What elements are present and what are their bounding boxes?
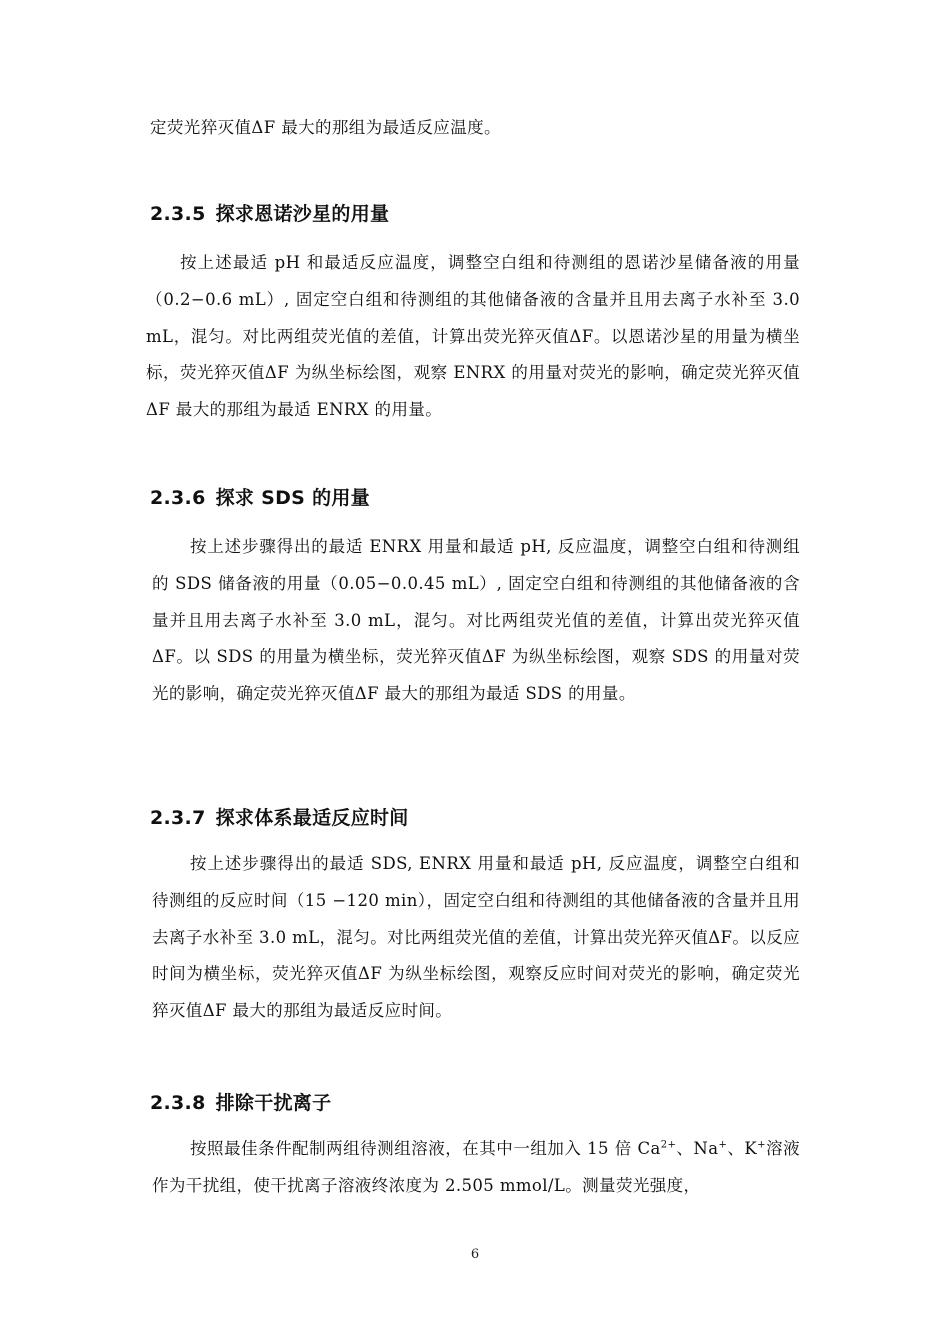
ion-charge: +	[757, 1139, 766, 1151]
section-number: 2.3.8	[150, 1092, 206, 1114]
page-number: 6	[470, 1247, 480, 1262]
body-text: 溶液作为干扰组，使干扰离子溶液终浓度为 2.505 mmol/L。测量荧光强度，	[152, 1139, 800, 1195]
intro-paragraph: 定荧光猝灭值ΔF 最大的那组为最适反应温度。	[150, 118, 501, 137]
body-text: 按照最佳条件配制两组待测组溶液，在其中一组加入 15 倍 Ca	[190, 1139, 661, 1158]
section-heading-2-3-8	[150, 1089, 331, 1117]
section-title: 探求体系最适反应时间	[215, 807, 409, 829]
section-number: 2.3.7	[150, 807, 206, 829]
section-number: 2.3.5	[150, 203, 206, 225]
body-text: 、K	[727, 1139, 758, 1158]
section-body-2-3-8	[152, 1131, 800, 1205]
section-heading-2-3-6	[150, 484, 370, 512]
section-heading-2-3-7	[150, 804, 409, 832]
section-heading-2-3-5	[150, 200, 389, 228]
section-body-2-3-5: 按上述最适 pH 和最适反应温度，调整空白组和待测组的恩诺沙星储备液的用量（0.2−0.6 mL）, 固定空白组和待测组的其他储备液的含量并且用去离子水补至 3.0 mL，混匀。对比两组荧光值的差值，计算出荧光猝灭值ΔF。以恩诺沙星的用量为横坐标，荧光猝灭值ΔF 为纵坐标绘图，观察 ENRX 的用量对荧光的影响，确定荧光猝灭值ΔF 最大的那组为最适 ENRX 的用量。	[146, 253, 800, 420]
ion-charge: 2+	[660, 1139, 677, 1151]
section-body-2-3-7: 按上述步骤得出的最适 SDS, ENRX 用量和最适 pH, 反应温度，调整空白组和待测组的反应时间（15 −120 min），固定空白组和待测组的其他储备液的含量并且用去离子水补至 3.0 mL，混匀。对比两组荧光值的差值，计算出荧光猝灭值ΔF。以反应时间为横坐标，荧光猝灭值ΔF 为纵坐标绘图，观察反应时间对荧光的影响，确定荧光猝灭值ΔF 最大的那组为最适反应时间。	[152, 854, 800, 1021]
section-title: 探求 SDS 的用量	[215, 487, 370, 509]
body-text: 、Na	[676, 1139, 719, 1158]
ion-charge: +	[718, 1139, 728, 1151]
section-number: 2.3.6	[150, 487, 206, 509]
section-body-2-3-6: 按上述步骤得出的最适 ENRX 用量和最适 pH, 反应温度，调整空白组和待测组的 SDS 储备液的用量（0.05−0.0.45 mL）, 固定空白组和待测组的其他储备液的含量并且用去离子水补至 3.0 mL，混匀。对比两组荧光值的差值，计算出荧光猝灭值ΔF。以 SDS 的用量为横坐标，荧光猝灭值ΔF 为纵坐标绘图，观察 SDS 的用量对荧光的影响，确定荧光猝灭值ΔF 最大的那组为最适 SDS 的用量。	[152, 537, 800, 704]
section-title: 排除干扰离子	[215, 1092, 332, 1114]
section-title: 探求恩诺沙星的用量	[215, 203, 390, 225]
